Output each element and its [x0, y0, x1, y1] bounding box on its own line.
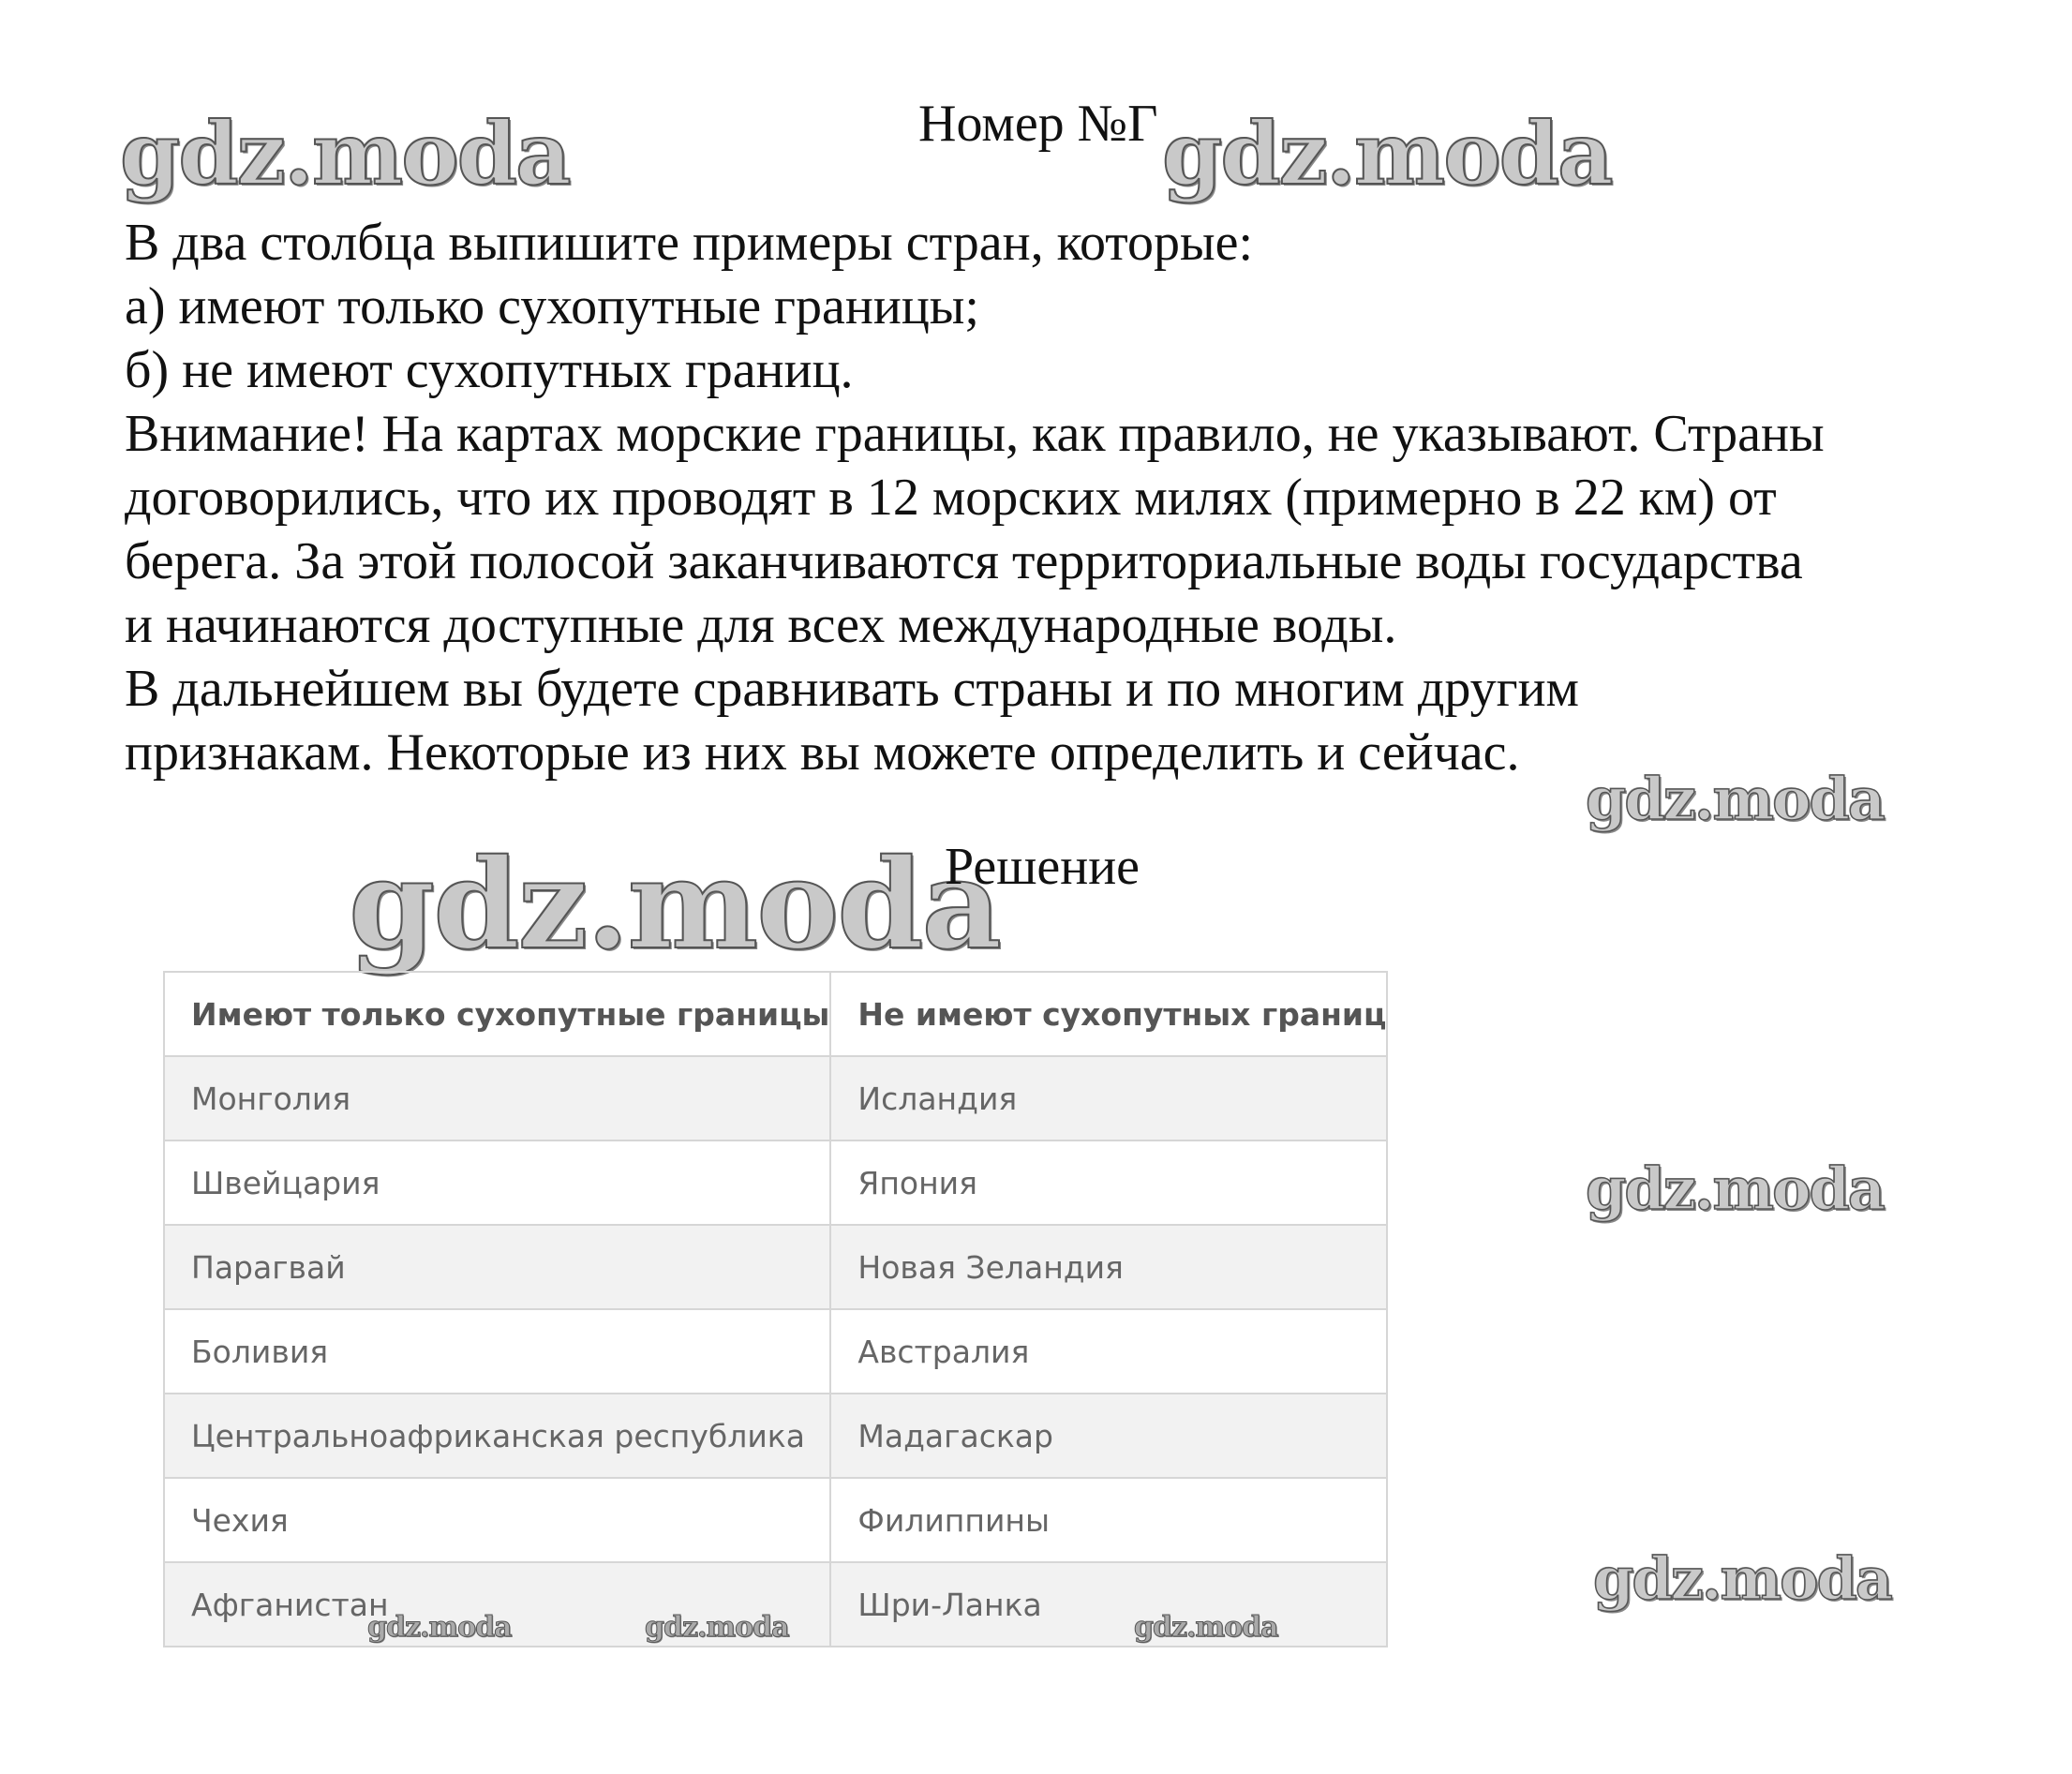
watermark-logo: gdz.moda — [1134, 1611, 1278, 1644]
watermark-logo: gdz.moda — [349, 832, 1001, 977]
column-header: Имеют только сухопутные границы — [164, 972, 830, 1056]
task-number-title: Номер №Г — [918, 95, 1158, 153]
table-cell: Исландия — [830, 1056, 1387, 1140]
watermark-logo: gdz.moda — [367, 1611, 512, 1644]
task-line: и начинаются доступные для всех международные воды. — [125, 596, 1397, 654]
column-header: Не имеют сухопутных границ — [830, 972, 1387, 1056]
task-line: В дальнейшем вы будете сравнивать страны и по многим другим — [125, 660, 1579, 718]
task-line: а) имеют только сухопутные границы; — [125, 277, 979, 335]
table-cell: Афганистан — [164, 1562, 830, 1647]
watermark-logo: gdz.moda — [1593, 1544, 1891, 1613]
watermark-logo: gdz.moda — [1586, 1155, 1884, 1223]
watermark-logo: gdz.moda — [120, 103, 570, 204]
task-line: б) не имеют сухопутных границ. — [125, 341, 854, 399]
watermark-logo: gdz.moda — [645, 1611, 789, 1644]
table-row — [164, 1478, 1387, 1562]
table-row — [164, 1056, 1387, 1140]
table-cell: Япония — [830, 1140, 1387, 1225]
table-cell: Мадагаскар — [830, 1394, 1387, 1478]
task-line: договорились, что их проводят в 12 морских милях (примерно в 22 км) от — [125, 469, 1777, 527]
table-cell: Монголия — [164, 1056, 830, 1140]
solution-title: Решение — [945, 838, 1140, 896]
table-cell: Центральноафриканская республика — [164, 1394, 830, 1478]
task-line: Внимание! На картах морские границы, как правило, не указывают. Страны — [125, 405, 1825, 463]
table-row — [164, 1394, 1387, 1478]
table-cell: Парагвай — [164, 1225, 830, 1309]
watermark-logo: gdz.moda — [1162, 103, 1612, 204]
watermark-logo: gdz.moda — [1586, 765, 1884, 833]
table-cell: Боливия — [164, 1309, 830, 1394]
table-cell: Новая Зеландия — [830, 1225, 1387, 1309]
table-cell: Чехия — [164, 1478, 830, 1562]
answer-table — [163, 971, 1388, 1647]
table-cell: Филиппины — [830, 1478, 1387, 1562]
table-cell: Швейцария — [164, 1140, 830, 1225]
table-header-row — [164, 972, 1387, 1056]
task-line: В два столбца выпишите примеры стран, которые: — [125, 214, 1254, 272]
table-row — [164, 1225, 1387, 1309]
table-cell: Шри-Ланка — [830, 1562, 1387, 1647]
task-line: берега. За этой полосой заканчиваются территориальные воды государства — [125, 532, 1803, 590]
task-line: признакам. Некоторые из них вы можете определить и сейчас. — [125, 723, 1520, 782]
task-text — [125, 211, 1999, 784]
table-row — [164, 1140, 1387, 1225]
table-cell: Австралия — [830, 1309, 1387, 1394]
table-row — [164, 1309, 1387, 1394]
